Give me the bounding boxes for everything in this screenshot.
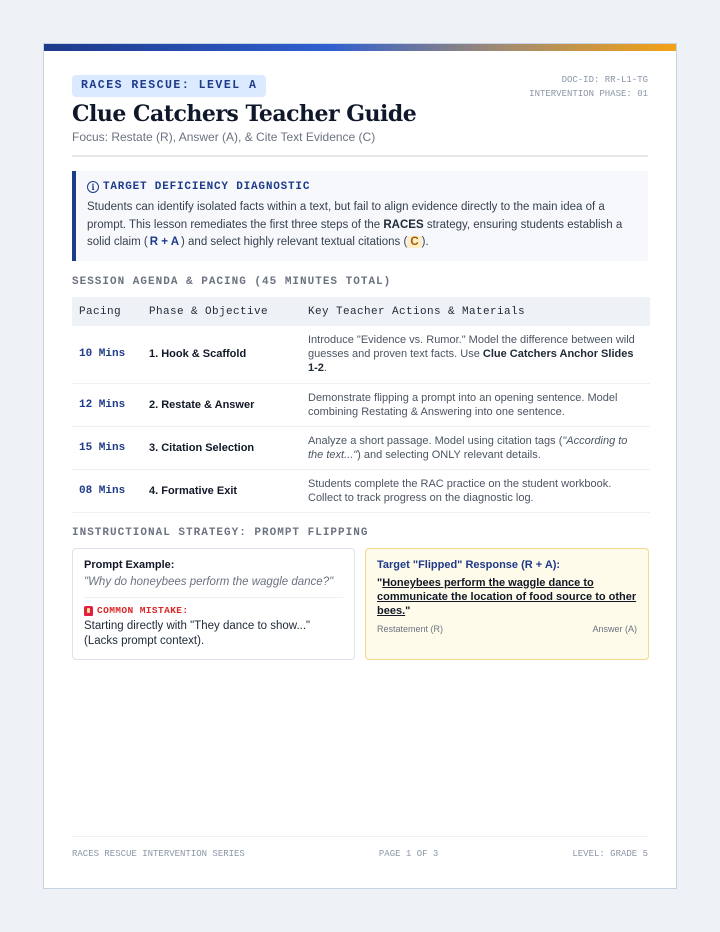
pacing-cell: 10 Mins <box>72 326 142 383</box>
answer-tag: Answer (A) <box>592 624 637 634</box>
phase-cell: 1. Hook & Scaffold <box>142 326 301 383</box>
level-badge: RACES RESCUE: LEVEL A <box>72 75 266 97</box>
pacing-cell: 12 Mins <box>72 383 142 426</box>
agenda-heading: SESSION AGENDA & PACING (45 MINUTES TOTAL) <box>72 276 392 288</box>
header-divider <box>72 155 648 157</box>
action-cell: Introduce "Evidence vs. Rumor." Model the difference between wild guesses and proven text facts. Use Clue Catchers Anchor Slides 1-2. <box>301 326 650 383</box>
accent-bar <box>44 44 676 51</box>
prompt-text: "Why do honeybees perform the waggle dance?" <box>84 576 343 598</box>
mistake-label: COMMON MISTAKE: <box>97 605 189 616</box>
column-header: Pacing <box>72 297 142 326</box>
document-page <box>43 43 677 889</box>
diagnostic-body: Students can identify isolated facts within a text, but fail to align evidence directly to the main idea of a prompt. This lesson remediates the first three steps of the RACES strategy, ensuring students establish a solid claim ( R + A ) and select highly relevant textual citations ( C ). <box>87 201 623 248</box>
phase-cell: 2. Restate & Answer <box>142 383 301 426</box>
diagnostic-callout <box>72 171 648 261</box>
doc-id: DOC-ID: RR-L1-TG <box>561 75 648 85</box>
ra-highlight: R + A <box>149 236 180 248</box>
phase-cell: 4. Formative Exit <box>142 469 301 512</box>
table-row <box>72 326 650 383</box>
intervention-phase: INTERVENTION PHASE: 01 <box>529 89 648 99</box>
footer-divider <box>72 836 648 837</box>
action-cell: Students complete the RAC practice on the student workbook. Collect to track progress on the diagnostic log. <box>301 469 650 512</box>
pacing-cell: 08 Mins <box>72 469 142 512</box>
agenda-table <box>72 297 650 513</box>
phase-cell: 3. Citation Selection <box>142 426 301 469</box>
table-row <box>72 426 650 469</box>
series-name: RACES RESCUE INTERVENTION SERIES <box>72 849 245 859</box>
table-row <box>72 469 650 512</box>
action-cell: Demonstrate flipping a prompt into an opening sentence. Model combining Restating & Answering into one sentence. <box>301 383 650 426</box>
strategy-heading: INSTRUCTIONAL STRATEGY: PROMPT FLIPPING <box>72 527 369 539</box>
alarm-icon <box>84 606 93 616</box>
target-label: Target "Flipped" Response (R + A): <box>377 559 561 571</box>
table-row <box>72 383 650 426</box>
diagnostic-title: TARGET DEFICIENCY DIAGNOSTIC <box>103 181 311 193</box>
page-number: PAGE 1 OF 3 <box>378 849 439 859</box>
target-response: "Honeybees perform the waggle dance to communicate the location of food source to other bees." <box>377 577 637 617</box>
page-footer <box>72 849 648 859</box>
page-subtitle: Focus: Restate (R), Answer (A), & Cite Text Evidence (C) <box>72 130 376 144</box>
prompt-label: Prompt Example: <box>84 559 175 571</box>
c-highlight: C <box>407 236 421 248</box>
grade-level: LEVEL: GRADE 5 <box>572 849 648 859</box>
page-title: Clue Catchers Teacher Guide <box>72 101 417 127</box>
info-icon: i <box>87 181 99 193</box>
pacing-cell: 15 Mins <box>72 426 142 469</box>
mistake-text: Starting directly with "They dance to show..." (Lacks prompt context). <box>84 620 311 647</box>
column-header: Phase & Objective <box>142 297 301 326</box>
prompt-example-card <box>72 548 355 660</box>
document-meta <box>529 73 648 101</box>
target-response-card <box>365 548 649 660</box>
action-cell: Analyze a short passage. Model using citation tags ("According to the text...") and selecting ONLY relevant details. <box>301 426 650 469</box>
column-header: Key Teacher Actions & Materials <box>301 297 650 326</box>
restatement-tag: Restatement (R) <box>377 624 444 634</box>
